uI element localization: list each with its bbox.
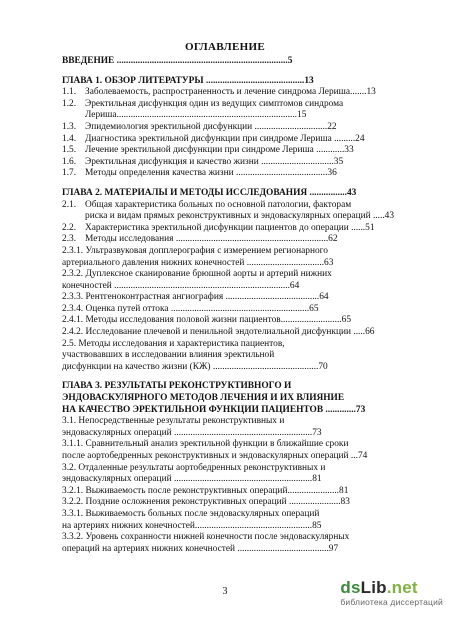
toc-line	[62, 339, 420, 351]
toc-line	[62, 350, 420, 362]
toc-line-number: 1.2.	[62, 98, 77, 109]
toc-line-text: 3.3.2. Уровень сохранности нижней конечности после эндоваскулярных	[62, 532, 350, 543]
toc-line-text: эндоваскулярных операций ...........................................................81	[62, 474, 322, 485]
toc-line	[62, 134, 420, 146]
toc-line-text: Эректильная дисфункция и качество жизни ...............................35	[85, 156, 344, 167]
toc-line-text: 2.4.2. Исследование плечевой и пенильной эндотелиальной дисфункции .....66	[62, 327, 375, 338]
toc-line-text: ГЛАВА 1. ОБЗОР ЛИТЕРАТУРЫ ..........................................13	[62, 75, 314, 86]
toc-line	[62, 76, 420, 88]
toc-title: ОГЛАВЛЕНИЕ	[185, 41, 265, 53]
toc-line	[62, 56, 420, 68]
toc-line-number: 1.3.	[62, 121, 77, 132]
toc-line	[62, 211, 420, 223]
toc-line	[62, 99, 420, 111]
toc-line	[62, 281, 420, 293]
toc-line	[62, 269, 420, 281]
toc-line-text: 3.1.1. Сравнительный анализ эректильной функции в ближайшие сроки	[62, 439, 349, 450]
toc-line	[62, 532, 420, 544]
toc-line-text: участвовавших в исследовании влияния эректильной	[62, 350, 275, 361]
toc-line	[62, 145, 420, 157]
toc-line	[62, 200, 420, 212]
toc-line	[62, 188, 420, 200]
toc-line	[62, 304, 420, 316]
toc-line-text: дисфункции на качество жизни (КЖ) .............................................70	[62, 361, 328, 372]
toc-line	[62, 258, 420, 270]
toc-line-text: 3.3.1. Выживаемость больных после эндоваскулярных операций	[62, 508, 320, 519]
toc-line	[62, 157, 420, 169]
page-number: 3	[222, 586, 228, 597]
toc-line-text: ГЛАВА 3. РЕЗУЛЬТАТЫ РЕКОНСТРУКТИВНОГО И	[62, 381, 292, 392]
toc-line	[62, 521, 420, 533]
toc-line-text: 3.2. Отдаленные результаты аортобедренных реконструктивных и	[62, 462, 326, 473]
toc-line-text: Диагностика эректильной дисфункции при синдроме Лериша .........24	[85, 133, 365, 144]
toc-line-text: Лериша.............................................................................15	[85, 110, 307, 121]
watermark-subtitle: библиотека диссертаций	[340, 597, 443, 607]
toc-line	[62, 122, 420, 134]
toc-line-text: Методы определения качества жизни .......................................36	[85, 168, 337, 179]
toc-line-number: 2.2.	[62, 222, 77, 233]
toc-line	[62, 486, 420, 498]
toc-line	[62, 451, 420, 463]
toc-line	[62, 428, 420, 440]
toc-line	[62, 87, 420, 99]
watermark-logo: dsLib.net	[340, 578, 418, 597]
toc-line-text: 2.3.1. Ультразвуковая допплерография с измерением регионарного	[62, 245, 328, 256]
toc-line-number: 1.4.	[62, 133, 77, 144]
watermark	[340, 579, 443, 607]
toc-line	[62, 497, 420, 509]
toc-line	[62, 315, 420, 327]
toc-line-text: Заболеваемость, распространенность и лечение синдрома Лериша.......13	[85, 87, 376, 98]
toc-line	[62, 246, 420, 258]
toc-line-number: 1.5.	[62, 145, 77, 156]
toc-line-number: 2.3.	[62, 234, 77, 245]
toc-line	[62, 544, 420, 556]
toc-line	[62, 474, 420, 486]
toc-line-text: Лечение эректильной дисфункции при синдроме Лериша ............33	[85, 145, 354, 156]
toc-line-text: Общая характеристика больных по основной патологии, факторам	[85, 199, 352, 210]
toc-line-number: 2.1.	[62, 199, 77, 210]
toc-line	[62, 416, 420, 428]
toc-line-number: 1.1.	[62, 87, 77, 98]
toc-line-text: 2.5. Методы исследования и характеристика пациентов,	[62, 338, 285, 349]
toc-line-text: ГЛАВА 2. МАТЕРИАЛЫ И МЕТОДЫ ИССЛЕДОВАНИЯ ................43	[62, 187, 357, 198]
toc-line	[62, 509, 420, 521]
toc-line-text: 3.1. Непосредственные результаты реконструктивных и	[62, 416, 285, 427]
toc-line-text: после аортобедренных реконструктивных и эндоваскулярных операций ...74	[62, 451, 368, 461]
toc-line-text: ВВЕДЕНИЕ .........................................................................5	[62, 56, 293, 66]
toc-line	[62, 463, 420, 475]
toc-line-text: Эректильная дисфункция один из ведущих симптомов синдрома	[85, 98, 344, 109]
toc-line-text: Характеристика эректильной дисфункции пациентов до операции ......51	[85, 222, 375, 233]
toc-line-text: риска и видам прямых реконструктивных и эндоваскулярных операций .....43	[85, 211, 395, 222]
toc-line-text: на артериях нижних конечностей..................................................85	[62, 520, 322, 531]
toc-line-text: Методы исследования .................................................................62	[85, 234, 338, 245]
toc-line	[62, 110, 420, 122]
toc-line	[62, 234, 420, 246]
toc-line	[62, 168, 420, 180]
toc-line	[62, 327, 420, 339]
toc-line-text: 3.2.1. Выживаемость после реконструктивных операций......................81	[62, 485, 349, 496]
toc-line-number: 1.7.	[62, 168, 77, 179]
toc-line-text: артериального давления нижних конечностей .................................63	[62, 257, 334, 268]
toc-line	[62, 405, 420, 417]
table-of-contents	[62, 56, 420, 555]
toc-line	[62, 223, 420, 235]
toc-line	[62, 362, 420, 374]
toc-line	[62, 292, 420, 304]
toc-line	[62, 393, 420, 405]
toc-line-text: эндоваскулярных операций ...........................................................73	[62, 427, 322, 438]
toc-line	[62, 381, 420, 393]
toc-line-text: конечностей ...........................................................................64	[62, 280, 300, 291]
toc-line-text: 2.4.1. Методы исследования половой жизни пациентов..........................65	[62, 315, 352, 326]
toc-line-number: 1.6.	[62, 156, 77, 167]
toc-line-text: 3.2.2. Поздние осложнения реконструктивных операций ......................83	[62, 497, 350, 508]
toc-line-text: 2.3.2. Дуплексное сканирование брюшной аорты и артерий нижних	[62, 269, 332, 280]
toc-line-text: Эпидемиология эректильной дисфункции ...............................22	[85, 121, 337, 132]
toc-line-text: 2.3.3. Рентгеноконтрастная ангиография ........................................64	[62, 292, 329, 303]
toc-line-text: операций на артериях нижних конечностей .......................................97	[62, 543, 339, 554]
toc-line-text: НА КАЧЕСТВО ЭРЕКТИЛЬНОЙ ФУНКЦИИ ПАЦИЕНТОВ .............73	[62, 404, 366, 415]
toc-line	[62, 439, 420, 451]
toc-line-text: ЭНДОВАСКУЛЯРНОГО МЕТОДОВ ЛЕЧЕНИЯ И ИХ ВЛИЯНИЕ	[62, 393, 345, 404]
toc-line-text: 2.3.4. Оценка путей оттока ...........................................................65	[62, 303, 319, 314]
